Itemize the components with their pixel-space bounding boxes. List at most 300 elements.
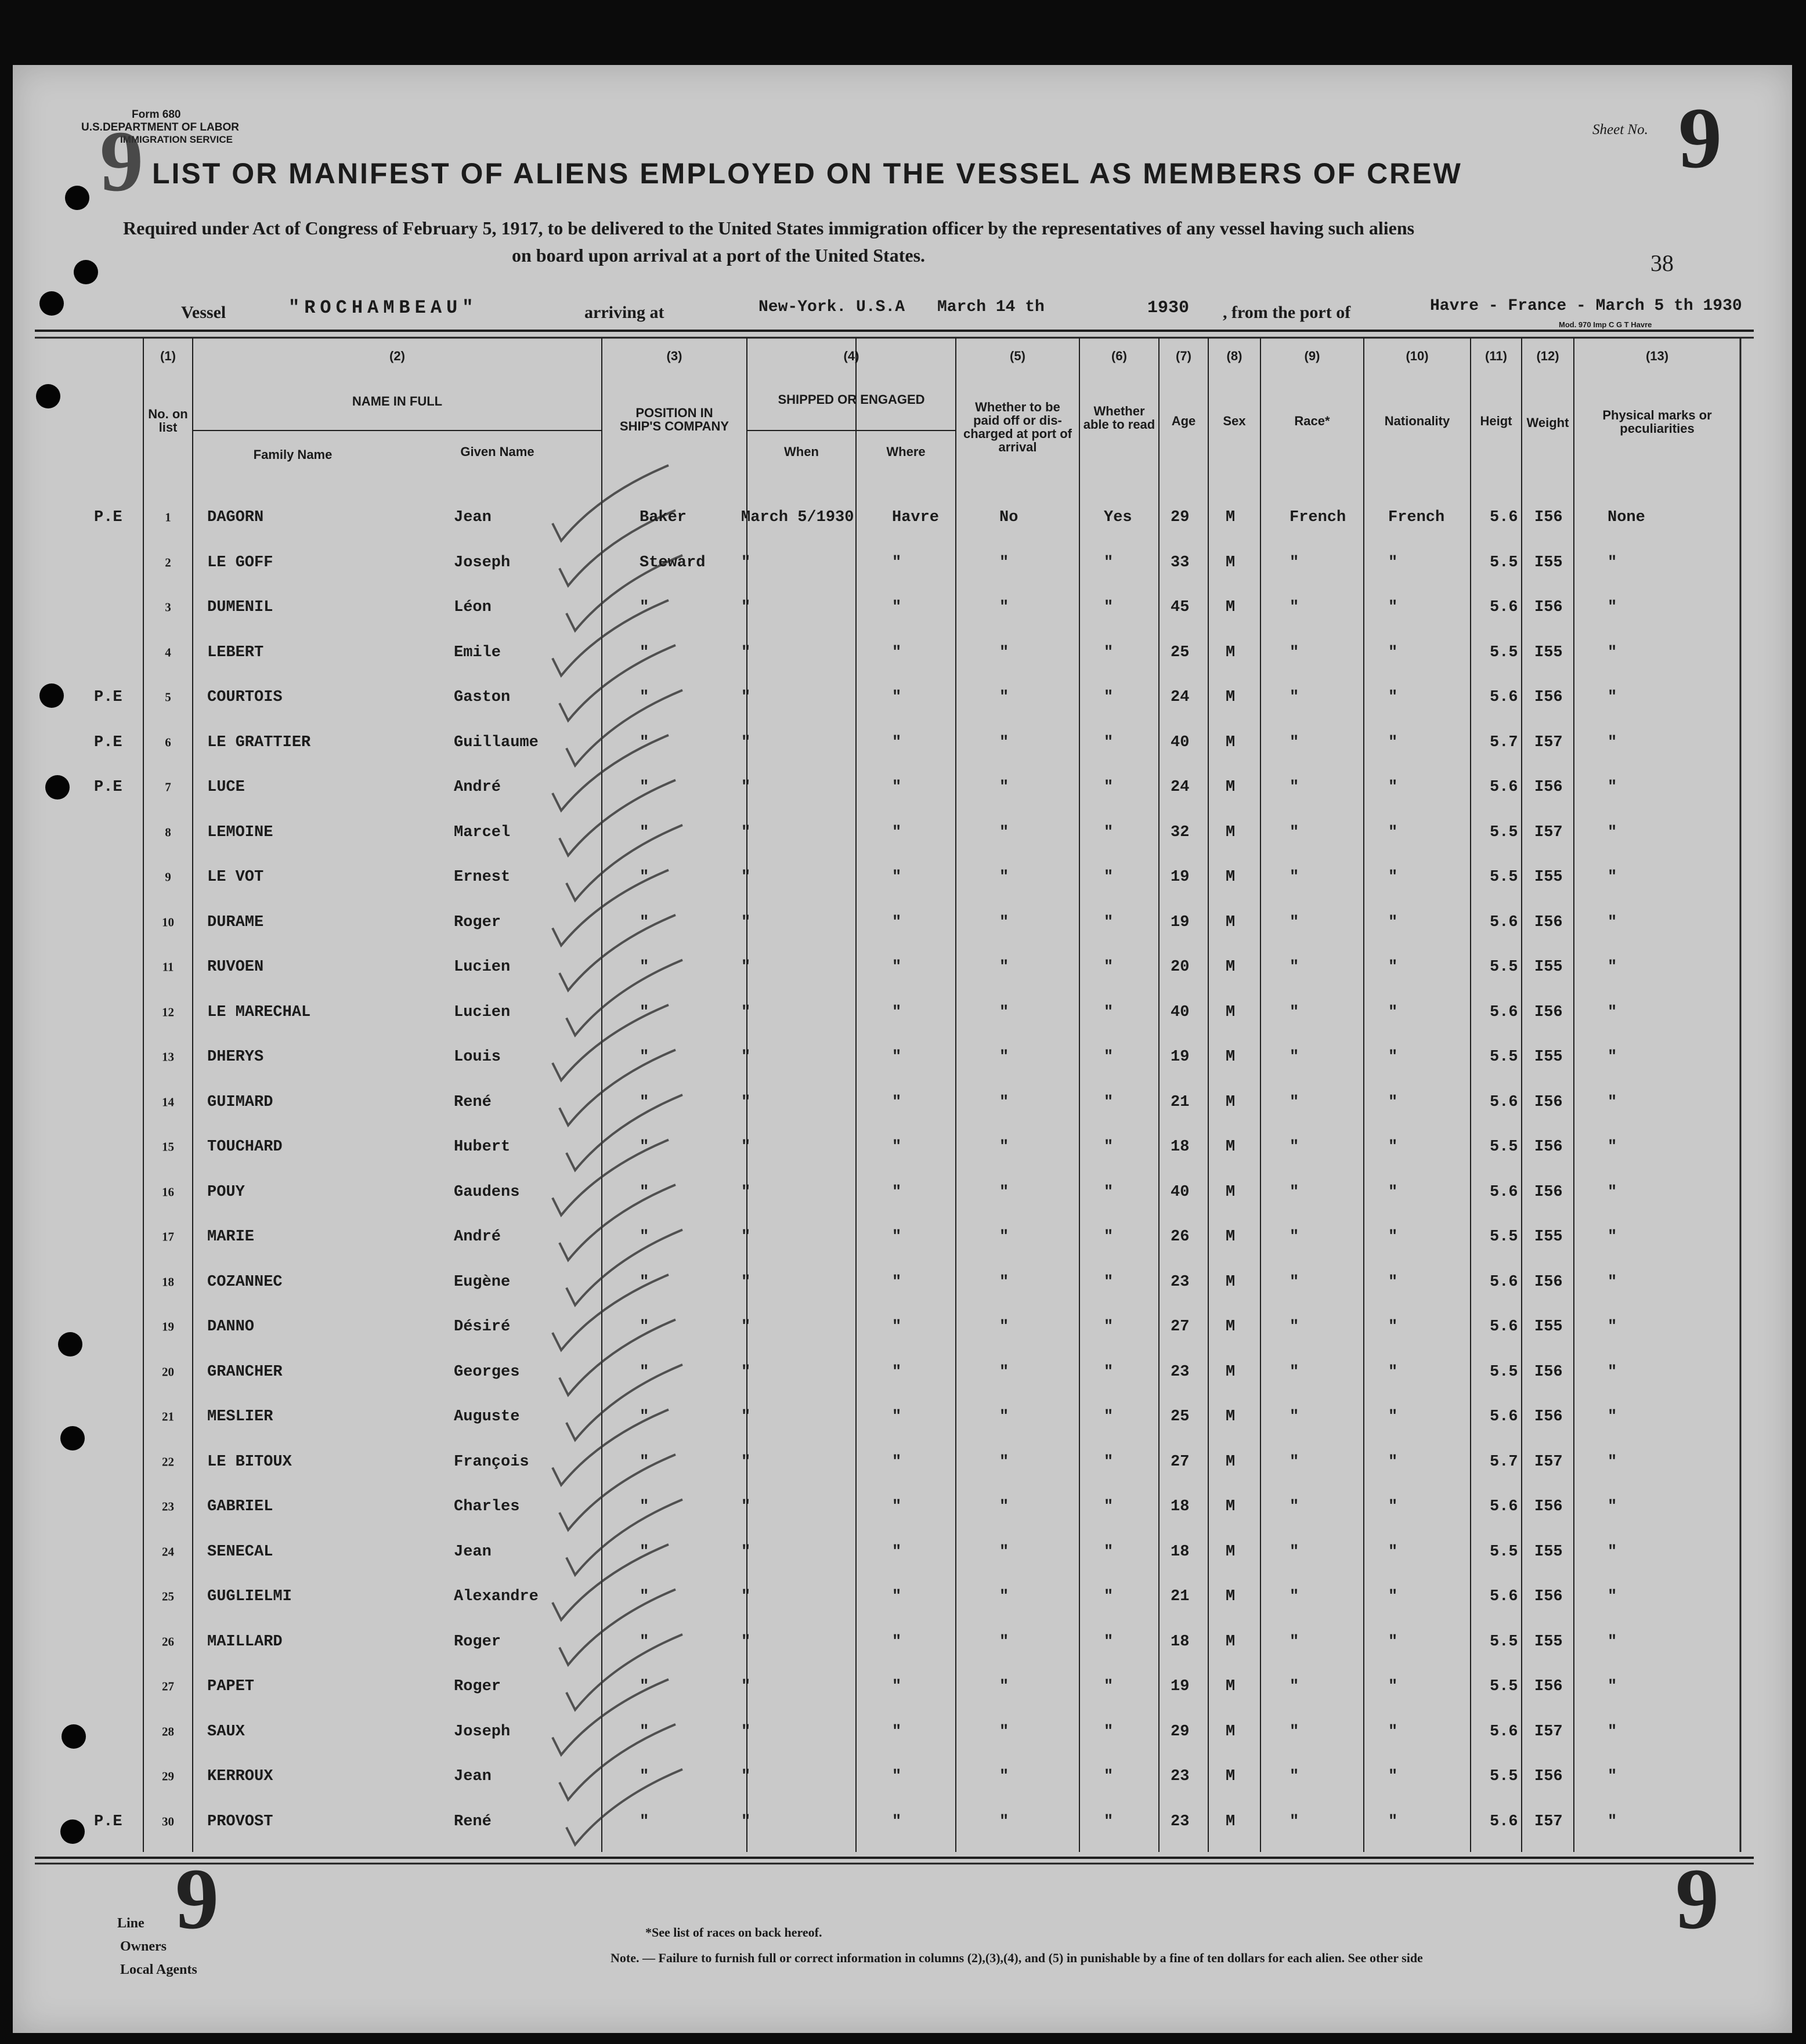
row-number: 21 <box>162 1409 174 1424</box>
height-cell: 5.5 <box>1490 958 1518 976</box>
race-cell: " <box>1290 1453 1299 1471</box>
given-name-cell: Gaston <box>454 689 511 706</box>
arriving-label: arriving at <box>584 303 664 322</box>
age-cell: 18 <box>1171 1498 1190 1515</box>
weight-cell: I57 <box>1534 1813 1563 1830</box>
position-cell: Steward <box>640 553 706 571</box>
position-cell: " <box>640 1228 649 1246</box>
age-cell: 19 <box>1171 869 1190 886</box>
able-to-read-cell: " <box>1104 1633 1114 1651</box>
height-cell: 5.6 <box>1490 1408 1518 1426</box>
physical-marks-cell: " <box>1608 913 1617 931</box>
check-mark <box>566 825 682 900</box>
physical-marks-cell: " <box>1608 1363 1617 1381</box>
shipped-when-cell: March 5/1930 <box>741 509 854 526</box>
shipped-when-cell: " <box>741 1813 751 1830</box>
able-to-read-cell: " <box>1104 1273 1114 1291</box>
family-name-cell: SENECAL <box>207 1543 273 1561</box>
height-cell: 5.6 <box>1490 1183 1518 1201</box>
family-name-cell: LE MARECHAL <box>207 1003 311 1021</box>
shipped-when-cell: " <box>741 599 751 616</box>
nationality-cell: " <box>1388 1408 1398 1426</box>
sex-cell: M <box>1226 1453 1236 1471</box>
weight-cell: I57 <box>1534 1453 1563 1471</box>
row-number: 24 <box>162 1544 174 1558</box>
paid-off-cell: " <box>999 779 1009 796</box>
family-name-cell: SAUX <box>207 1723 245 1741</box>
check-mark <box>566 1770 682 1845</box>
row-number: 20 <box>162 1365 174 1379</box>
given-name-cell: Roger <box>454 1633 501 1651</box>
sex-cell: M <box>1226 1813 1236 1830</box>
able-to-read-header: Whether able to read <box>1083 404 1155 432</box>
race-header: Race* <box>1294 414 1330 428</box>
shipped-where-cell: Havre <box>892 509 940 526</box>
nationality-cell: " <box>1388 1678 1398 1695</box>
position-cell: " <box>640 913 649 931</box>
nationality-header: Nationality <box>1384 414 1450 428</box>
height-cell: 5.6 <box>1490 509 1518 526</box>
shipped-when-cell: " <box>741 1543 751 1561</box>
nationality-cell: " <box>1388 1813 1398 1830</box>
age-cell: 23 <box>1171 1363 1190 1381</box>
check-mark <box>559 780 676 856</box>
nationality-cell: " <box>1388 1003 1398 1021</box>
nationality-cell: " <box>1388 1318 1398 1336</box>
race-cell: " <box>1290 1543 1299 1561</box>
family-name-cell: LE GRATTIER <box>207 733 311 751</box>
column-number: (11) <box>1485 349 1507 363</box>
sex-cell: M <box>1226 1273 1236 1291</box>
physical-marks-cell: " <box>1608 779 1617 796</box>
height-cell: 5.5 <box>1490 1633 1518 1651</box>
age-cell: 20 <box>1171 958 1190 976</box>
sex-cell: M <box>1226 869 1236 886</box>
position-header: POSITION IN SHIP'S COMPANY <box>619 406 729 434</box>
shipped-when-cell: " <box>741 1678 751 1695</box>
from-port-label: , from the port of <box>1223 303 1351 322</box>
physical-marks-cell: " <box>1608 689 1617 706</box>
sheet-label: Sheet No. <box>1592 122 1648 138</box>
physical-marks-cell: " <box>1608 1138 1617 1156</box>
paid-off-cell: " <box>999 1183 1009 1201</box>
able-to-read-cell: " <box>1104 1813 1114 1830</box>
shipped-when-cell: " <box>741 1363 751 1381</box>
shipped-where-cell: " <box>892 643 902 661</box>
shipped-where-cell: " <box>892 1048 902 1066</box>
shipped-when-cell: " <box>741 869 751 886</box>
height-cell: 5.5 <box>1490 1768 1518 1785</box>
physical-marks-cell: " <box>1608 823 1617 841</box>
name-in-full-header: NAME IN FULL <box>352 394 443 408</box>
given-name-cell: Désiré <box>454 1318 511 1336</box>
family-name-cell: MARIE <box>207 1228 255 1246</box>
family-name-cell: GRANCHER <box>207 1363 283 1381</box>
check-mark <box>552 1275 669 1350</box>
family-name-cell: DURAME <box>207 913 264 931</box>
column-number: (12) <box>1536 349 1559 363</box>
weight-cell: I57 <box>1534 733 1563 751</box>
able-to-read-cell: " <box>1104 1363 1114 1381</box>
given-name-cell: Léon <box>454 599 492 616</box>
shipped-when-cell: " <box>741 1453 751 1471</box>
service-name: IMMIGRATION SERVICE <box>120 134 233 145</box>
shipped-where-cell: " <box>892 1813 902 1830</box>
given-name-cell: Marcel <box>454 823 511 841</box>
position-cell: " <box>640 1408 649 1426</box>
physical-marks-cell: " <box>1608 1093 1617 1111</box>
given-name-cell: Joseph <box>454 1723 511 1741</box>
age-cell: 18 <box>1171 1138 1190 1156</box>
paid-off-cell: " <box>999 1318 1009 1336</box>
position-cell: " <box>640 643 649 661</box>
sex-cell: M <box>1226 1543 1236 1561</box>
physical-marks-cell: " <box>1608 733 1617 751</box>
height-cell: 5.5 <box>1490 1228 1518 1246</box>
nationality-cell: " <box>1388 1453 1398 1471</box>
physical-marks-cell: " <box>1608 599 1617 616</box>
age-cell: 23 <box>1171 1813 1190 1830</box>
paid-off-cell: " <box>999 599 1009 616</box>
printer-note: Mod. 970 Imp C G T Havre <box>1559 320 1652 329</box>
race-cell: " <box>1290 1048 1299 1066</box>
height-header: Heigt <box>1480 414 1512 428</box>
shipped-when-cell: " <box>741 1633 751 1651</box>
shipped-where-cell: " <box>892 1363 902 1381</box>
given-name-cell: Eugène <box>454 1273 511 1291</box>
race-cell: " <box>1290 1498 1299 1515</box>
row-number: 3 <box>165 600 171 614</box>
position-cell: " <box>640 1363 649 1381</box>
family-name-cell: PROVOST <box>207 1813 273 1830</box>
paid-off-cell: " <box>999 869 1009 886</box>
shipped-when-cell: " <box>741 958 751 976</box>
position-cell: " <box>640 1138 649 1156</box>
weight-cell: I55 <box>1534 643 1563 661</box>
shipped-when-cell: " <box>741 1498 751 1515</box>
family-name-cell: POUY <box>207 1183 245 1201</box>
paid-off-cell: " <box>999 733 1009 751</box>
row-number: 22 <box>162 1455 174 1468</box>
shipped-when-cell: " <box>741 1768 751 1785</box>
shipped-where-cell: " <box>892 1723 902 1741</box>
row-number: 23 <box>162 1499 174 1514</box>
pe-marker: P.E <box>94 733 122 751</box>
nationality-cell: " <box>1388 1093 1398 1111</box>
shipped-when-cell: " <box>741 1318 751 1336</box>
sex-cell: M <box>1226 599 1236 616</box>
paid-off-cell: " <box>999 1048 1009 1066</box>
age-cell: 33 <box>1171 553 1190 571</box>
column-number: (6) <box>1111 349 1127 363</box>
shipped-where-cell: " <box>892 1498 902 1515</box>
row-number: 18 <box>162 1275 174 1289</box>
weight-cell: I57 <box>1534 823 1563 841</box>
page-code: 38 <box>1650 250 1674 276</box>
position-cell: " <box>640 1543 649 1561</box>
able-to-read-cell: " <box>1104 823 1114 841</box>
nationality-cell: " <box>1388 689 1398 706</box>
height-cell: 5.5 <box>1490 869 1518 886</box>
check-mark <box>566 1230 682 1305</box>
weight-cell: I56 <box>1534 689 1563 706</box>
shipped-where-cell: " <box>892 1183 902 1201</box>
able-to-read-cell: " <box>1104 1318 1114 1336</box>
height-cell: 5.5 <box>1490 1543 1518 1561</box>
department-name: U.S.DEPARTMENT OF LABOR <box>81 121 239 133</box>
nationality-cell: " <box>1388 1498 1398 1515</box>
race-cell: " <box>1290 779 1299 796</box>
position-cell: " <box>640 1723 649 1741</box>
physical-marks-cell: " <box>1608 1678 1617 1695</box>
given-name-cell: Joseph <box>454 553 511 571</box>
sex-cell: M <box>1226 1183 1236 1201</box>
form-number: Form 680 <box>132 108 181 121</box>
paid-off-cell: " <box>999 1228 1009 1246</box>
race-footnote: *See list of races on back hereof. <box>645 1925 822 1940</box>
race-cell: " <box>1290 1723 1299 1741</box>
able-to-read-cell: " <box>1104 779 1114 796</box>
physical-marks-cell: " <box>1608 553 1617 571</box>
physical-marks-cell: " <box>1608 1633 1617 1651</box>
race-cell: " <box>1290 958 1299 976</box>
binder-hole <box>36 384 60 408</box>
height-cell: 5.5 <box>1490 1138 1518 1156</box>
column-number: (5) <box>1010 349 1025 363</box>
paid-off-cell: " <box>999 913 1009 931</box>
nationality-cell: " <box>1388 958 1398 976</box>
shipped-where-cell: " <box>892 1453 902 1471</box>
nationality-cell: " <box>1388 1138 1398 1156</box>
age-cell: 21 <box>1171 1588 1190 1605</box>
physical-marks-cell: " <box>1608 1543 1617 1561</box>
given-name-cell: Lucien <box>454 1003 511 1021</box>
check-mark <box>552 1680 669 1755</box>
binder-hole <box>58 1332 82 1356</box>
weight-cell: I56 <box>1534 599 1563 616</box>
age-cell: 24 <box>1171 779 1190 796</box>
family-name-cell: LEBERT <box>207 643 264 661</box>
given-name-header: Given Name <box>460 444 534 459</box>
given-name-cell: Jean <box>454 1768 492 1785</box>
vessel-name: "ROCHAMBEAU" <box>288 297 478 319</box>
nationality-cell: " <box>1388 643 1398 661</box>
shipped-where-cell: " <box>892 1318 902 1336</box>
given-name-cell: René <box>454 1813 492 1830</box>
age-cell: 24 <box>1171 689 1190 706</box>
weight-cell: I55 <box>1534 1543 1563 1561</box>
able-to-read-cell: " <box>1104 1768 1114 1785</box>
shipped-when-cell: " <box>741 1273 751 1291</box>
manifest-sheet <box>13 65 1792 2033</box>
paid-off-cell: " <box>999 1363 1009 1381</box>
able-to-read-cell: " <box>1104 689 1114 706</box>
weight-cell: I56 <box>1534 1363 1563 1381</box>
shipped-where-cell: " <box>892 823 902 841</box>
weight-cell: I55 <box>1534 553 1563 571</box>
height-cell: 5.6 <box>1490 779 1518 796</box>
column-number: (1) <box>160 349 176 363</box>
shipped-when-cell: " <box>741 733 751 751</box>
shipped-where-cell: " <box>892 869 902 886</box>
able-to-read-cell: " <box>1104 869 1114 886</box>
check-mark <box>566 1365 682 1440</box>
family-name-cell: COURTOIS <box>207 689 283 706</box>
race-cell: " <box>1290 643 1299 661</box>
owners-label: Owners <box>120 1939 167 1954</box>
able-to-read-cell: " <box>1104 553 1114 571</box>
check-mark <box>552 600 669 676</box>
arrival-place: New-York. U.S.A <box>758 298 905 316</box>
row-number: 6 <box>165 735 171 749</box>
race-cell: " <box>1290 823 1299 841</box>
check-marks <box>552 465 682 1845</box>
nationality-cell: " <box>1388 1768 1398 1785</box>
shipped-when-cell: " <box>741 1093 751 1111</box>
check-mark <box>559 1590 676 1665</box>
row-number: 30 <box>162 1814 174 1828</box>
given-name-cell: André <box>454 779 501 796</box>
family-name-cell: COZANNEC <box>207 1273 283 1291</box>
physical-marks-cell: " <box>1608 1723 1617 1741</box>
binder-hole <box>39 683 64 708</box>
penalty-footnote: Note. — Failure to furnish full or correct information in columns (2),(3),(4), and (5) in punishable by a fine of ten dollars for each alien. See other side <box>611 1951 1423 1965</box>
race-cell: " <box>1290 1588 1299 1605</box>
binder-hole <box>60 1426 85 1450</box>
weight-cell: I56 <box>1534 1768 1563 1785</box>
shipped-where-cell: " <box>892 553 902 571</box>
able-to-read-cell: " <box>1104 599 1114 616</box>
column-number: (7) <box>1176 349 1191 363</box>
age-header: Age <box>1171 414 1196 428</box>
nationality-cell: " <box>1388 1588 1398 1605</box>
weight-cell: I55 <box>1534 1633 1563 1651</box>
position-cell: " <box>640 733 649 751</box>
column-number: (10) <box>1406 349 1429 363</box>
row-number: 1 <box>165 510 171 524</box>
able-to-read-cell: " <box>1104 1183 1114 1201</box>
sheet-number: 9 <box>1678 90 1722 186</box>
height-cell: 5.6 <box>1490 1723 1518 1741</box>
given-name-cell: Jean <box>454 1543 492 1561</box>
shipped-where-cell: " <box>892 913 902 931</box>
physical-marks-cell: " <box>1608 1408 1617 1426</box>
paid-off-cell: " <box>999 1633 1009 1651</box>
paid-off-header: Whether to be paid off or dis-charged at port of arrival <box>963 400 1072 455</box>
row-number: 10 <box>162 915 174 929</box>
shipped-when-cell: " <box>741 643 751 661</box>
sex-cell: M <box>1226 1228 1236 1246</box>
weight-cell: I55 <box>1534 1228 1563 1246</box>
row-number: 5 <box>165 690 171 704</box>
check-mark <box>559 915 676 990</box>
age-cell: 29 <box>1171 1723 1190 1741</box>
family-name-cell: LE BITOUX <box>207 1453 292 1471</box>
race-cell: " <box>1290 913 1299 931</box>
check-mark <box>552 1140 669 1215</box>
able-to-read-cell: " <box>1104 733 1114 751</box>
shipped-when-cell: " <box>741 1723 751 1741</box>
row-number: 4 <box>165 645 171 659</box>
shipped-where-cell: " <box>892 1633 902 1651</box>
weight-cell: I56 <box>1534 1498 1563 1515</box>
age-cell: 27 <box>1171 1453 1190 1471</box>
paid-off-cell: " <box>999 553 1009 571</box>
paid-off-cell: " <box>999 1498 1009 1515</box>
no-on-list-header: No. on list <box>148 407 188 435</box>
paid-off-cell: " <box>999 1093 1009 1111</box>
binder-hole <box>39 291 64 316</box>
vessel-label: Vessel <box>181 303 226 322</box>
check-mark <box>566 960 682 1036</box>
paid-off-cell: " <box>999 1813 1009 1830</box>
row-number: 2 <box>165 555 171 569</box>
able-to-read-cell: " <box>1104 958 1114 976</box>
height-cell: 5.5 <box>1490 1363 1518 1381</box>
shipped-where-cell: " <box>892 1003 902 1021</box>
given-name-cell: Emile <box>454 643 501 661</box>
physical-marks-cell: " <box>1608 643 1617 661</box>
physical-marks-cell: " <box>1608 958 1617 976</box>
shipped-where-cell: " <box>892 1408 902 1426</box>
able-to-read-cell: " <box>1104 913 1114 931</box>
paid-off-cell: No <box>999 509 1018 526</box>
nationality-cell: " <box>1388 1228 1398 1246</box>
race-cell: " <box>1290 1228 1299 1246</box>
shipped-when-cell: " <box>741 1588 751 1605</box>
physical-marks-cell: " <box>1608 1273 1617 1291</box>
nationality-cell: " <box>1388 1048 1398 1066</box>
position-cell: " <box>640 1498 649 1515</box>
physical-marks-header: Physical marks or peculiarities <box>1602 408 1712 436</box>
family-name-cell: DANNO <box>207 1318 255 1336</box>
nationality-cell: " <box>1388 1633 1398 1651</box>
weight-cell: I57 <box>1534 1723 1563 1741</box>
column-number: (2) <box>389 349 405 363</box>
given-name-cell: Louis <box>454 1048 501 1066</box>
family-name-cell: MAILLARD <box>207 1633 283 1651</box>
shipped-where-cell: " <box>892 1768 902 1785</box>
column-number: (8) <box>1226 349 1242 363</box>
physical-marks-cell: " <box>1608 1318 1617 1336</box>
paid-off-cell: " <box>999 1408 1009 1426</box>
given-name-cell: François <box>454 1453 529 1471</box>
age-cell: 18 <box>1171 1543 1190 1561</box>
stamped-sheet-number-left: 9 <box>100 113 143 209</box>
pe-marker: P.E <box>94 689 122 706</box>
height-cell: 5.6 <box>1490 1498 1518 1515</box>
position-cell: Baker <box>640 509 687 526</box>
shipped-where-cell: " <box>892 1138 902 1156</box>
height-cell: 5.6 <box>1490 689 1518 706</box>
nationality-cell: " <box>1388 823 1398 841</box>
family-name-cell: DHERYS <box>207 1048 264 1066</box>
subtitle-line-1: Required under Act of Congress of February 5, 1917, to be delivered to the United States immigration officer by the representatives of any vessel having such aliens <box>123 218 1415 238</box>
age-cell: 19 <box>1171 913 1190 931</box>
physical-marks-cell: " <box>1608 1453 1617 1471</box>
check-mark <box>559 1320 676 1395</box>
family-name-cell: GUGLIELMI <box>207 1588 292 1605</box>
sex-cell: M <box>1226 913 1236 931</box>
position-cell: " <box>640 1048 649 1066</box>
check-mark <box>559 645 676 721</box>
nationality-cell: " <box>1388 1723 1398 1741</box>
position-cell: " <box>640 1768 649 1785</box>
check-mark <box>552 465 669 541</box>
stamped-number-bottom-left: 9 <box>175 1851 219 1947</box>
sex-header: Sex <box>1223 414 1246 428</box>
shipped-when-cell: " <box>741 1138 751 1156</box>
